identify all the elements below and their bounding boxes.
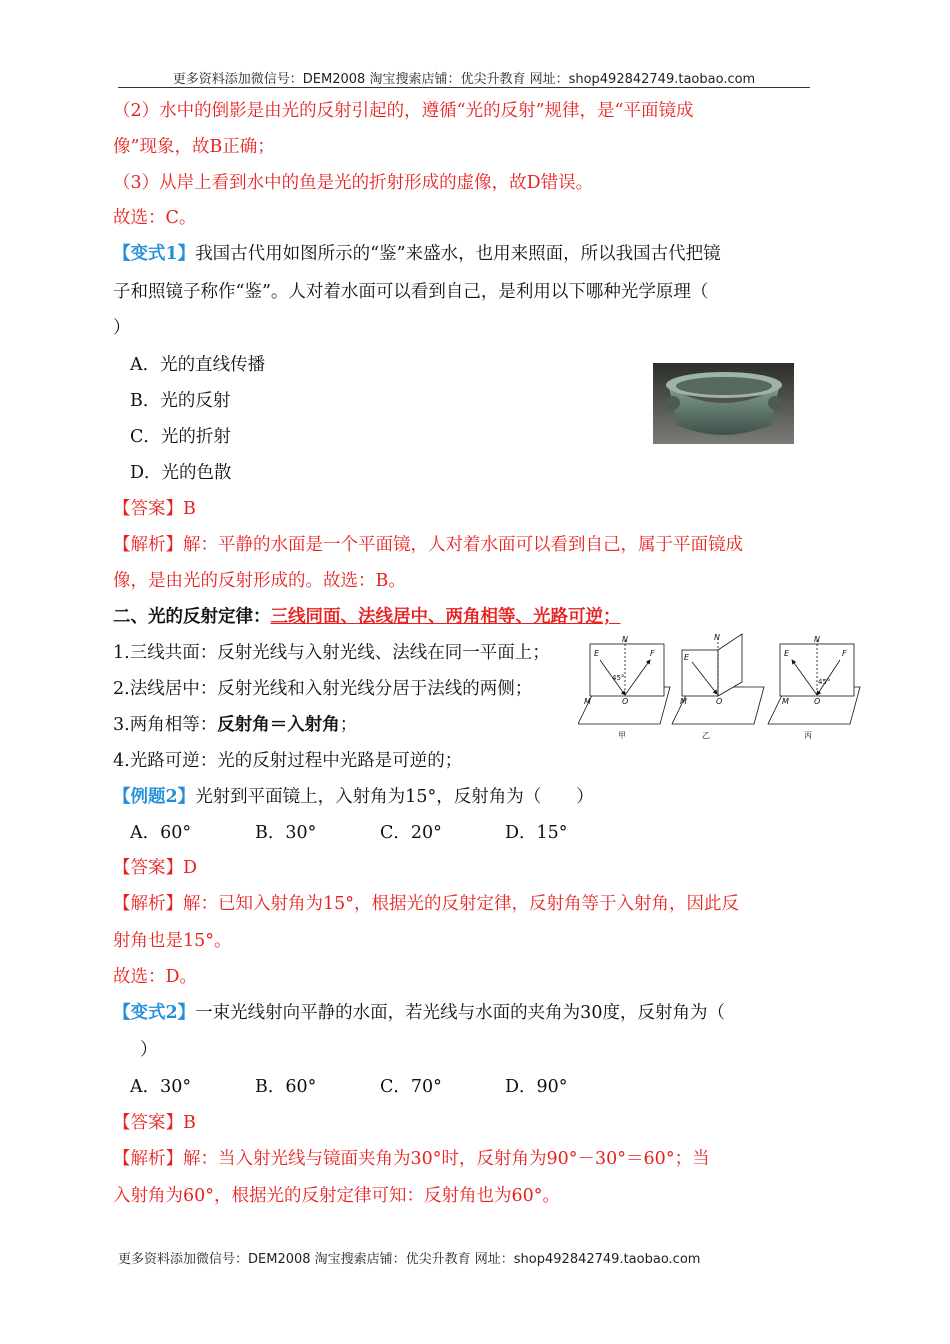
label-o-jia: O (622, 697, 629, 706)
example2-answer: 【答案】D (113, 858, 198, 878)
label-n-bing: N (814, 635, 820, 644)
example2-conclusion: 故选：D。 (113, 967, 198, 987)
variant1-option-b: B．光的反射 (130, 391, 231, 411)
analysis-line-2-cont: 像”现象，故B正确； (113, 137, 275, 157)
analysis-line-2: （2）水中的倒影是由光的反射引起的，遵循“光的反射”规律，是“平面镜成 (113, 101, 694, 121)
label-e-yi: E (684, 653, 690, 662)
label-e-jia: E (594, 649, 600, 658)
variant2-option-c: C．70° (380, 1077, 442, 1097)
variant1-tag: 【变式1】 (113, 244, 196, 264)
header-divider (118, 87, 810, 88)
bronze-basin-image (653, 363, 794, 444)
example2-option-c: C．20° (380, 823, 442, 843)
example2-tag: 【例题2】 (113, 787, 196, 807)
variant2-explanation-line2: 入射角为60°，根据光的反射定律可知：反射角也为60°。 (113, 1186, 561, 1206)
label-m-jia: M (584, 697, 591, 706)
variant1-answer: 【答案】B (113, 499, 196, 519)
example2-option-a: A．60° (130, 823, 192, 843)
variant1-question-line1: 【变式1】我国古代用如图所示的“鉴”来盛水，也用来照面，所以我国古代把镜 (113, 244, 721, 264)
variant2-question-line1: 【变式2】一束光线射向平静的水面，若光线与水面的夹角为30度，反射角为（ (113, 1003, 725, 1023)
label-e-bing: E (784, 649, 790, 658)
example2-option-b: B．30° (255, 823, 317, 843)
example2-question: 【例题2】光射到平面镜上，入射角为15°，反射角为（ ） (113, 787, 594, 807)
variant1-question-line2: 子和照镜子称作“鉴”。人对着水面可以看到自己，是利用以下哪种光学原理（ (113, 282, 709, 302)
section2-heading: 二、光的反射定律：三线同面、法线居中、两角相等、光路可逆； (113, 607, 621, 627)
angle-jia: 45° (612, 674, 625, 682)
label-m-bing: M (782, 697, 789, 706)
example2-explanation-line2: 射角也是15°。 (113, 931, 232, 951)
variant2-option-a: A．30° (130, 1077, 192, 1097)
variant2-answer: 【答案】B (113, 1113, 196, 1133)
section2-key-points: 三线同面、法线居中、两角相等、光路可逆； (270, 607, 621, 627)
variant1-explanation-line2: 像，是由光的反射形成的。故选：B。 (113, 571, 406, 591)
label-m-yi: M (680, 697, 687, 706)
label-f-jia: F (650, 649, 655, 658)
variant2-tag: 【变式2】 (113, 1003, 196, 1023)
angle-bing: 45° (818, 678, 831, 686)
variant2-explanation-line1: 【解析】解：当入射光线与镜面夹角为30°时，反射角为90°－30°＝60°；当 (113, 1149, 710, 1169)
law-point-1: 1.三线共面：反射光线与入射光线、法线在同一平面上； (113, 643, 550, 663)
variant2-option-b: B．60° (255, 1077, 317, 1097)
variant2-question-line2: ） (140, 1040, 158, 1060)
example2-option-d: D．15° (505, 823, 568, 843)
label-yi: 乙 (702, 731, 710, 740)
diagram-jia (578, 640, 670, 724)
label-f-bing: F (842, 649, 847, 658)
variant2-option-d: D．90° (505, 1077, 568, 1097)
variant1-option-c: C．光的折射 (130, 427, 231, 447)
label-bing: 丙 (804, 731, 812, 740)
diagram-yi (672, 634, 764, 724)
reflection-law-diagram (578, 632, 878, 744)
variant1-question-line3: ） (113, 318, 131, 338)
variant1-explanation-line1: 【解析】解：平静的水面是一个平面镜，人对着水面可以看到自己，属于平面镜成 (113, 535, 743, 555)
label-n-yi: N (714, 633, 720, 642)
label-jia: 甲 (618, 731, 626, 740)
example2-explanation-line1: 【解析】解：已知入射角为15°，根据光的反射定律，反射角等于入射角，因此反 (113, 894, 740, 914)
label-n-jia: N (622, 635, 628, 644)
page-footer: 更多资料添加微信号：DEM2008 淘宝搜索店铺：优尖升教育 网址：shop492842749.taobao.com (118, 1252, 701, 1267)
label-o-bing: O (814, 697, 821, 706)
variant1-option-d: D．光的色散 (130, 463, 232, 483)
variant1-option-a: A．光的直线传播 (130, 355, 266, 375)
law-point-4: 4.光路可逆：光的反射过程中光路是可逆的； (113, 751, 463, 771)
law-point-3: 3.两角相等：反射角＝入射角； (113, 715, 358, 735)
page-header: 更多资料添加微信号：DEM2008 淘宝搜索店铺：优尖升教育 网址：shop492842749.taobao.com (172, 72, 756, 87)
label-o-yi: O (716, 697, 723, 706)
choice-conclusion: 故选：C。 (113, 208, 197, 228)
analysis-line-3: （3）从岸上看到水中的鱼是光的折射形成的虚像，故D错误。 (113, 173, 594, 193)
law-point-2: 2.法线居中：反射光线和入射光线分居于法线的两侧； (113, 679, 533, 699)
